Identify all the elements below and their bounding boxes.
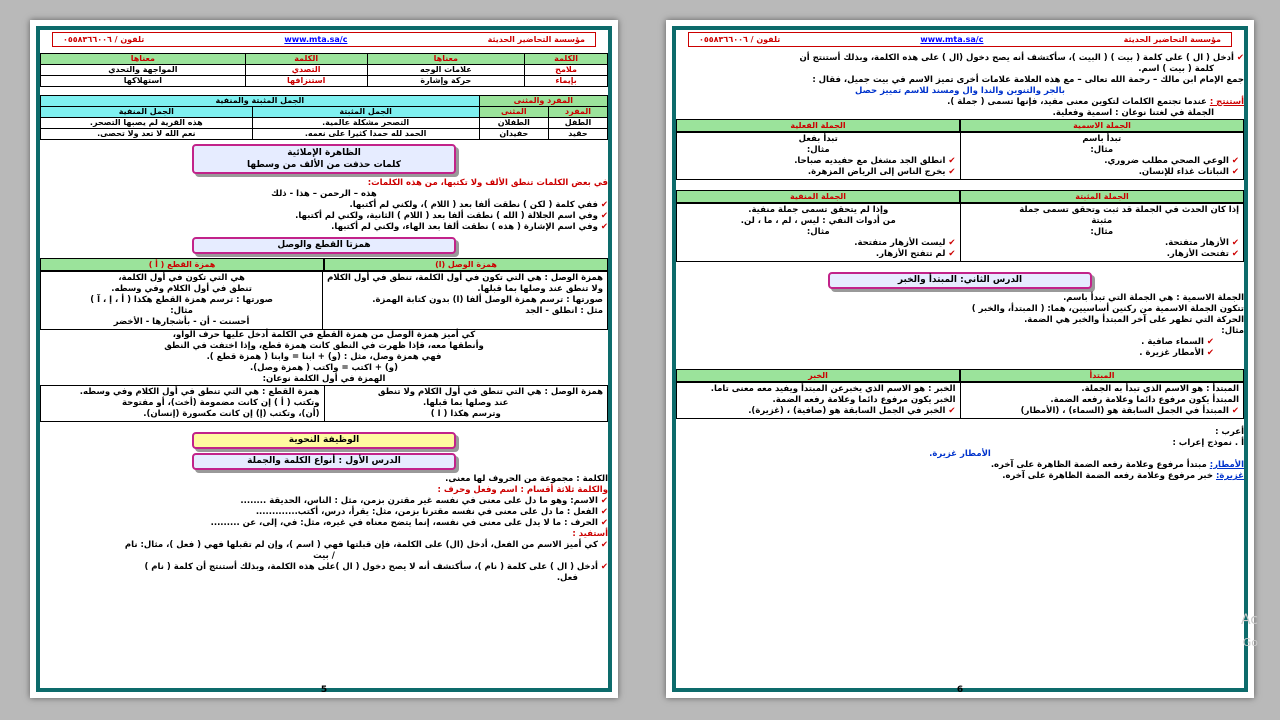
learn-label: أستفيد :	[572, 529, 608, 539]
header-org: مؤسسة التحاضير الحديثة	[1123, 35, 1221, 44]
col-header: الجملة الفعلية	[676, 119, 960, 132]
header-phone: تلفون / ٠٥٥٨٣٦٦٠٠٦	[699, 35, 781, 44]
lesson1-title: الدرس الأول : أنواع الكلمة والجملة	[192, 453, 456, 470]
mubtada-table	[676, 382, 1244, 419]
irab-line	[676, 460, 1244, 471]
text-line: من أدوات النفي : ليس ، لم ، ما ، لن.	[740, 216, 896, 226]
page-right	[666, 20, 1254, 698]
text-line: (و) + اكتب = واكتب ( همزة وصل).	[250, 363, 398, 373]
col-header: المثنى	[479, 107, 548, 118]
text-line: مثال:	[1090, 227, 1114, 237]
vocab-cell: المواجهة والتحدي	[41, 65, 246, 76]
nominal-col	[960, 133, 1244, 179]
vocab-cell: بإيماء	[525, 76, 608, 87]
conclude-line	[676, 97, 1244, 108]
learn-item: ✔ كي أميز الاسم من الفعل، أدخل (ال) على الكلمة، فإن قبلتها فهي ( اسم )، وإن لم تقبلها فهي ( فعل )، مثال: نام	[40, 540, 608, 551]
col-header: الجمل المثبتة	[252, 107, 479, 118]
col-header: الجملة الاسمية	[960, 119, 1244, 132]
col-header: المفرد	[548, 107, 607, 118]
spelling-subtitle: كلمات حذفت من الألف من وسطها	[247, 160, 401, 170]
text-line: تبدأ باسم	[1082, 134, 1122, 144]
lesson2-title: الدرس الثاني: المبتدأ والخبر	[828, 272, 1092, 289]
text-line: الخبر : هو الاسم الذي يخبرعن المبتدأ ويفيد معه معنى تاما.	[710, 384, 956, 394]
text-line: (أن)، وتكتب (إ) إن كانت مكسورة (إنسان).	[143, 409, 320, 419]
cell: الطفل	[548, 118, 607, 129]
table-row	[41, 118, 608, 129]
irab-line	[676, 471, 1244, 482]
text-line: همزة القطع : هي التي تنطق في أول الكلام وفي وسطه.	[79, 387, 320, 397]
table-row	[41, 129, 608, 140]
word-item: ✔ الحرف : ما لا يدل على معنى في نفسه، إنما يتضح معناه في غيره، مثل: في، إلى، عن .........	[40, 518, 608, 529]
page-header	[52, 32, 596, 47]
learn-item: ✔ أدخل ( ال ) على كلمة ( نام )، سأكتشف أنه لا يصح دخول ( ال )على هذه الكلمة، وبذلك أستنتج أن كلمة ( نام )	[40, 562, 608, 573]
irab-label: أعرب :	[1215, 427, 1244, 437]
vocab-cell: استهلاكها	[41, 76, 246, 87]
irab-sentence: الأمطار غزيرة.	[929, 449, 991, 459]
text-line: وأنطقها معه، فإذا ظهرت في النطق كانت همزة قطع، وإذا اختفت في النطق	[164, 341, 484, 351]
page-header	[688, 32, 1232, 47]
text-line: تتكون الجملة الاسمية من ركنين أساسيين، هما: ( المبتدأ، والخبر )	[971, 304, 1244, 314]
page-left-content	[40, 32, 608, 684]
text-line: الخبر يكون مرفوع دائما وعلامة رفعه الضمة.	[772, 395, 956, 405]
vocab-cell: علامات الوجه	[367, 65, 525, 76]
text-line: ولا تنطق عند وصلها بما قبلها.	[477, 284, 603, 294]
irab-word: غزيرة:	[1216, 471, 1244, 481]
header-site-link[interactable]: www.mta.sa/c	[284, 35, 348, 44]
text-line: فهي همزة وصل، مثل : (و) + ابنا = وابنا ( همزة قطع ).	[206, 352, 442, 362]
text-line: ✔ النباتات غذاء للإنسان.	[965, 167, 1240, 178]
text-line: أحسنت - أن - بأشجارها - الأخضر	[113, 317, 250, 327]
hamza-note	[40, 330, 608, 385]
group-header: الجمل المثبتة والمنفية	[41, 96, 480, 107]
text-line: المبتدأ يكون مرفوع دائما وعلامة رفعه الضمة.	[1050, 395, 1239, 405]
header-phone: تلفون / ٠٥٥٨٣٦٦٠٠٦	[63, 35, 145, 44]
vocab-cell: ملامح	[525, 65, 608, 76]
hamza-types-table	[40, 385, 608, 422]
text-line: مثال:	[170, 306, 193, 316]
text-line: عند وصلها بما قبلها.	[423, 398, 509, 408]
text-line: الجملة الاسمية : هي الجملة التي تبدأ باسم.	[1063, 293, 1244, 303]
hamza-wasl-col	[324, 386, 608, 421]
text-line: كي أميز همزة الوصل من همزة القطع في الكلمة أدخل عليها حرف الواو،	[172, 330, 476, 340]
table-row	[41, 65, 608, 76]
khabar-col	[677, 383, 960, 418]
sentence-col-headers	[676, 119, 1244, 132]
cell: هذه القرية لم يصبها التصحر.	[41, 118, 253, 129]
mubtada-col	[960, 383, 1244, 418]
cell: حفيدان	[479, 129, 548, 140]
text-line: إذا كان الحدث في الجملة قد ثبت وتحقق تسمى جملة	[1019, 205, 1239, 215]
cell: التصحر مشكلة عالمية.	[252, 118, 479, 129]
side-text: Go	[1242, 636, 1258, 649]
col-header: همزة الوصل (ا)	[324, 258, 608, 271]
text-line: مثبتة	[1091, 216, 1113, 226]
col-header: الجملة المنفية	[676, 190, 960, 203]
affirm-col	[960, 204, 1244, 261]
text-line: ✔ ليست الأزهار متفتحة.	[681, 238, 956, 249]
col-header: همزة القطع ( أ )	[40, 258, 324, 271]
text-line: هي التي تكون في أول الكلمة،	[118, 273, 245, 283]
irab-text: مبتدأ مرفوع وعلامة رفعه الضمة الظاهرة على آخره.	[990, 460, 1207, 470]
spelling-words: هذه – الرحمن – هذا - ذلك	[271, 189, 377, 199]
text-line: وإذا لم يتحقق تسمى جملة منفية.	[748, 205, 889, 215]
side-text: Ac	[1240, 612, 1258, 628]
text-line: مثال:	[1090, 145, 1114, 155]
cell: نعم الله لا تعد ولا تحصى.	[41, 129, 253, 140]
text-line: تبدأ بفعل	[798, 134, 838, 144]
text-line: ✔ الأزهار متفتحة.	[965, 238, 1240, 249]
cell: حقيد	[548, 129, 607, 140]
word-definition: الكلمة : مجموعة من الحروف لها معنى.	[445, 474, 608, 484]
poem-line: بالجر والتنوين والندا وال ومسند للاسم تمييز حصل	[855, 86, 1065, 96]
irab-sample: أ . نموذج إعراب :	[1172, 438, 1244, 448]
header-site-link[interactable]: www.mta.sa/c	[920, 35, 984, 44]
col-header: الجمل المنفية	[41, 107, 253, 118]
text-line: مثال:	[806, 227, 830, 237]
singular-table	[40, 95, 608, 140]
vocab-cell: حركة وإشارة	[367, 76, 525, 87]
text-line: همزة الوصل : هي التي تكون في أول الكلمة، تنطق في أول الكلام	[327, 273, 603, 283]
sentence-types: الجملة في لغتنا نوعان : اسمية وفعلية.	[1052, 108, 1214, 118]
text-line: مثال:	[806, 145, 830, 155]
cell: الحمد لله حمدا كثيرا على نعمه.	[252, 129, 479, 140]
spelling-title: الظاهرة الإملائية	[287, 148, 361, 158]
text-line: ✔ يخرج الناس إلى الرياض المزهرة.	[681, 167, 956, 178]
vocab-cell: التصدي	[245, 65, 367, 76]
vocab-header: معناها	[41, 54, 246, 65]
example-line: ✔ السماء صافية .	[676, 337, 1244, 348]
spelling-intro: في بعض الكلمات تنطق الألف ولا تكتبها، من هذه الكلمات:	[367, 178, 608, 188]
text-line: وتكتب ( أ ) إن كانت مضمومة (أخت)، أو مفتوحة	[122, 398, 320, 408]
table-row	[41, 76, 608, 87]
affirm-col-headers	[676, 190, 1244, 203]
word-item: ✔ الاسم: وهو ما دل على معنى في نفسه غير مقترن بزمن، مثل : الناس، الحديقة ........	[40, 496, 608, 507]
text-line: ✔ الوعي الصحي مطلب ضروري.	[965, 156, 1240, 167]
text-line: ✔ تفتحت الأزهار.	[965, 249, 1240, 260]
hamza-table	[40, 271, 608, 330]
cell: الطفلان	[479, 118, 548, 129]
sentence-table	[676, 132, 1244, 180]
verbal-col	[677, 133, 960, 179]
col-header: الجملة المثبتة	[960, 190, 1244, 203]
spelling-item: ✔ وفي اسم الإشارة ( هذه ) نطقت ألفا بعد الهاء، ولكني لم أكتبها.	[40, 222, 608, 233]
page-number: 5	[320, 685, 328, 695]
text-line: مثل : انطلق - الجد	[525, 306, 603, 316]
intro-line: ✔ أدخل ( ال ) على كلمة ( بيت ) ( البيت )، سأكتشف أنه يصح دخول (ال ) على هذه الكلمة، وبذلك أستنتج أن	[676, 53, 1244, 64]
header-org: مؤسسة التحاضير الحديثة	[487, 35, 585, 44]
hamza-wasl-col	[322, 272, 607, 329]
irab-text: خبر مرفوع وعلامة رفعه الضمة الظاهرة على آخره.	[1002, 471, 1214, 481]
conclude-label: أستنتج :	[1209, 97, 1244, 107]
conclude-text: عندما تجتمع الكلمات لتكوين معنى مفيد، فإنها تسمى ( جملة ).	[947, 97, 1207, 107]
text-line: ✔ لم تتفتح الأزهار.	[681, 249, 956, 260]
text-line: وترسم هكذا ( ا )	[430, 409, 501, 419]
intro-line: جمع الإمام ابن مالك – رحمة الله تعالى – مع هذه العلامة علامات أخرى تميز الاسم في بيت جميل، فقال :	[812, 75, 1244, 85]
hamza-qat-col	[41, 272, 322, 329]
hamza-title: همزتا القطع والوصل	[192, 237, 456, 254]
group-header: المفرد والمثنى	[479, 96, 607, 107]
text-line: همزة الوصل : هي التي تنطق في أول الكلام ولا تنطق	[377, 387, 603, 397]
text-line: ✔ الخبر في الجمل السابقة هو (صافية) ، (غزيرة).	[681, 406, 956, 417]
spelling-item: ✔ وفي اسم الجلالة ( الله ) نطقت ألفا بعد ( اللام ) الثانية، ولكني لم أكتبها.	[40, 211, 608, 222]
text-line: صورتها : ترسم همزة الوصل ألفا (ا) بدون كتابة الهمزة.	[372, 295, 603, 305]
example-line: ✔ الأمطار غزيرة .	[676, 348, 1244, 359]
text-line: ✔ المبتدأ في الجمل السابقة هو (السماء) ، (الأمطار)	[965, 406, 1240, 417]
text-line: الحركة التي تظهر على آخر المبتدأ والخبر هي الضمة.	[1024, 315, 1244, 325]
text-line: المبتدأ : هو الاسم الذي تبدأ به الجملة.	[1081, 384, 1239, 394]
learn-item: / بيت	[313, 551, 335, 561]
vocab-header: معناها	[367, 54, 525, 65]
text-line: الهمزة في أول الكلمة نوعان:	[262, 374, 386, 384]
spelling-title-box	[192, 144, 456, 174]
page-right-content	[676, 32, 1244, 684]
affirm-table	[676, 203, 1244, 262]
col-header: المبتدأ	[960, 369, 1244, 382]
mubtada-col-headers	[676, 369, 1244, 382]
grammar-title: الوظيفة النحوية	[192, 432, 456, 449]
irab-word: الأمطار:	[1209, 460, 1244, 470]
neg-col	[677, 204, 960, 261]
vocab-header: الكلمة	[525, 54, 608, 65]
text-line: تنطق في أول الكلام وفي وسطه.	[111, 284, 252, 294]
vocab-header: الكلمة	[245, 54, 367, 65]
hamza-col-headers	[40, 258, 608, 271]
page-left	[30, 20, 618, 698]
word-parts: والكلمة ثلاثة أقسام : اسم وفعل وحرف :	[437, 485, 608, 495]
text-line: ✔ انطلق الجد مشغل مع حفيديه صباحا.	[681, 156, 956, 167]
intro-line: كلمة ( بيت ) اسم.	[1138, 64, 1214, 74]
page-number: 6	[956, 685, 964, 695]
text-line: مثال:	[1221, 326, 1244, 336]
spelling-item: ✔ ففي كلمة ( لكن ) نطقت ألفا بعد ( اللام )، ولكني لم أكتبها.	[40, 200, 608, 211]
vocab-table	[40, 53, 608, 87]
vocab-cell: استنزافها	[245, 76, 367, 87]
word-item: ✔ الفعل : ما دل على معنى في نفسه مقترنا بزمن، مثل: يقرأ، درس، أكتب.............	[40, 507, 608, 518]
text-line: صورتها : ترسم همزة القطع هكذا ( أ ، إ ، آ )	[90, 295, 273, 305]
learn-item: فعل.	[556, 573, 578, 583]
hamza-qat-col	[41, 386, 324, 421]
col-header: الخبر	[676, 369, 960, 382]
